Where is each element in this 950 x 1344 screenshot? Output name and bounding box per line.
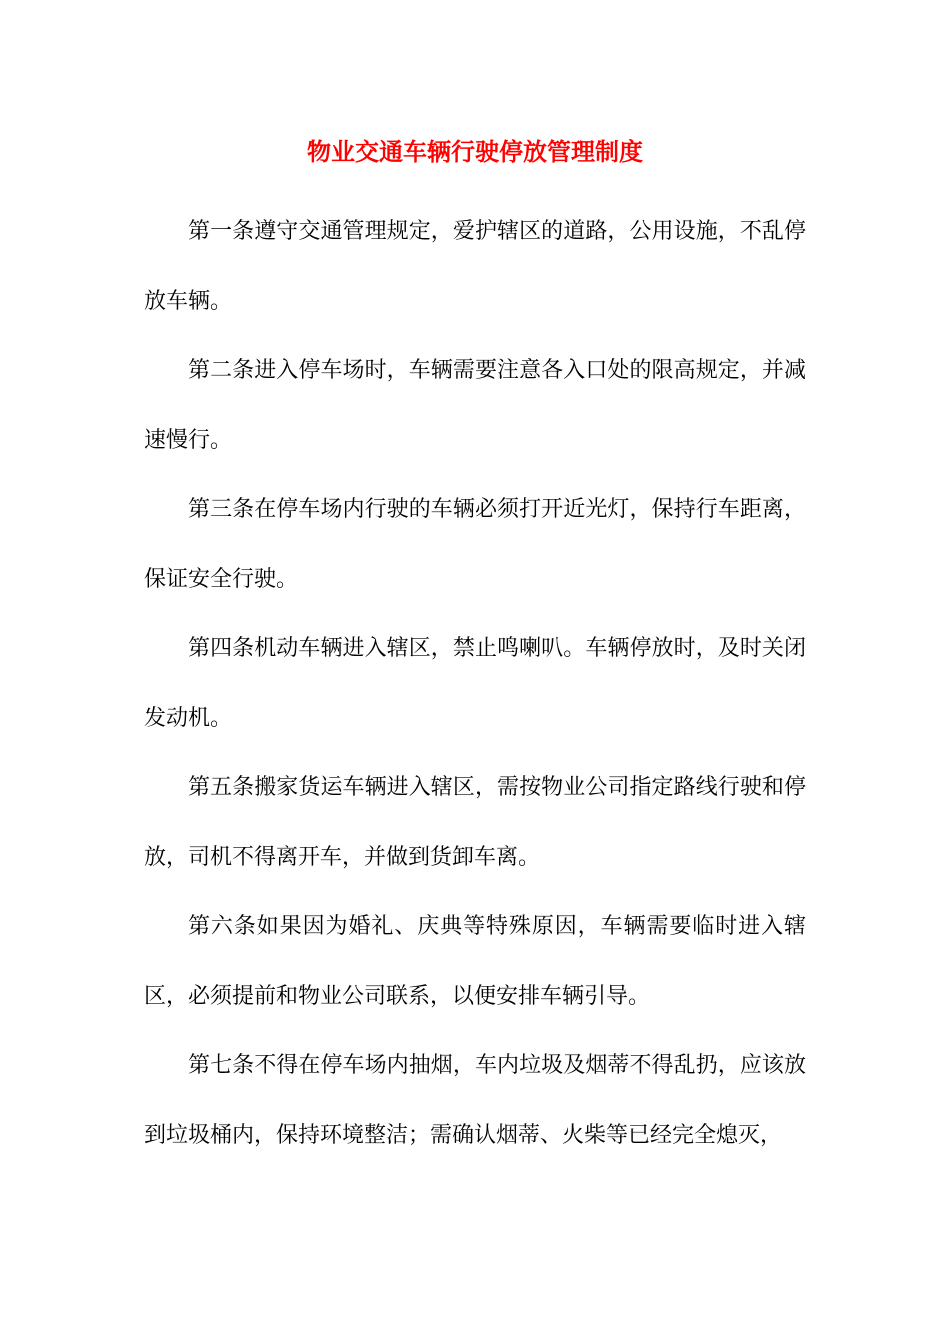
article-1: 第一条遵守交通管理规定，爱护辖区的道路，公用设施，不乱停放车辆。 bbox=[144, 219, 806, 314]
article-3: 第三条在停车场内行驶的车辆必须打开近光灯，保持行车距离，保证安全行驶。 bbox=[144, 497, 806, 592]
article-4: 第四条机动车辆进入辖区，禁止鸣喇叭。车辆停放时，及时关闭发动机。 bbox=[144, 636, 806, 731]
document-body bbox=[144, 197, 806, 1170]
article-6: 第六条如果因为婚礼、庆典等特殊原因，车辆需要临时进入辖区，必须提前和物业公司联系，以便安排车辆引导。 bbox=[144, 914, 806, 1009]
article-2: 第二条进入停车场时，车辆需要注意各入口处的限高规定，并减速慢行。 bbox=[144, 358, 806, 453]
article-7: 第七条不得在停车场内抽烟，车内垃圾及烟蒂不得乱扔，应该放到垃圾桶内，保持环境整洁；需确认烟蒂、火柴等已经完全熄灭， bbox=[144, 1053, 806, 1148]
article-5: 第五条搬家货运车辆进入辖区，需按物业公司指定路线行驶和停放，司机不得离开车，并做到货卸车离。 bbox=[144, 775, 806, 870]
document-title: 物业交通车辆行驶停放管理制度 bbox=[307, 138, 643, 166]
